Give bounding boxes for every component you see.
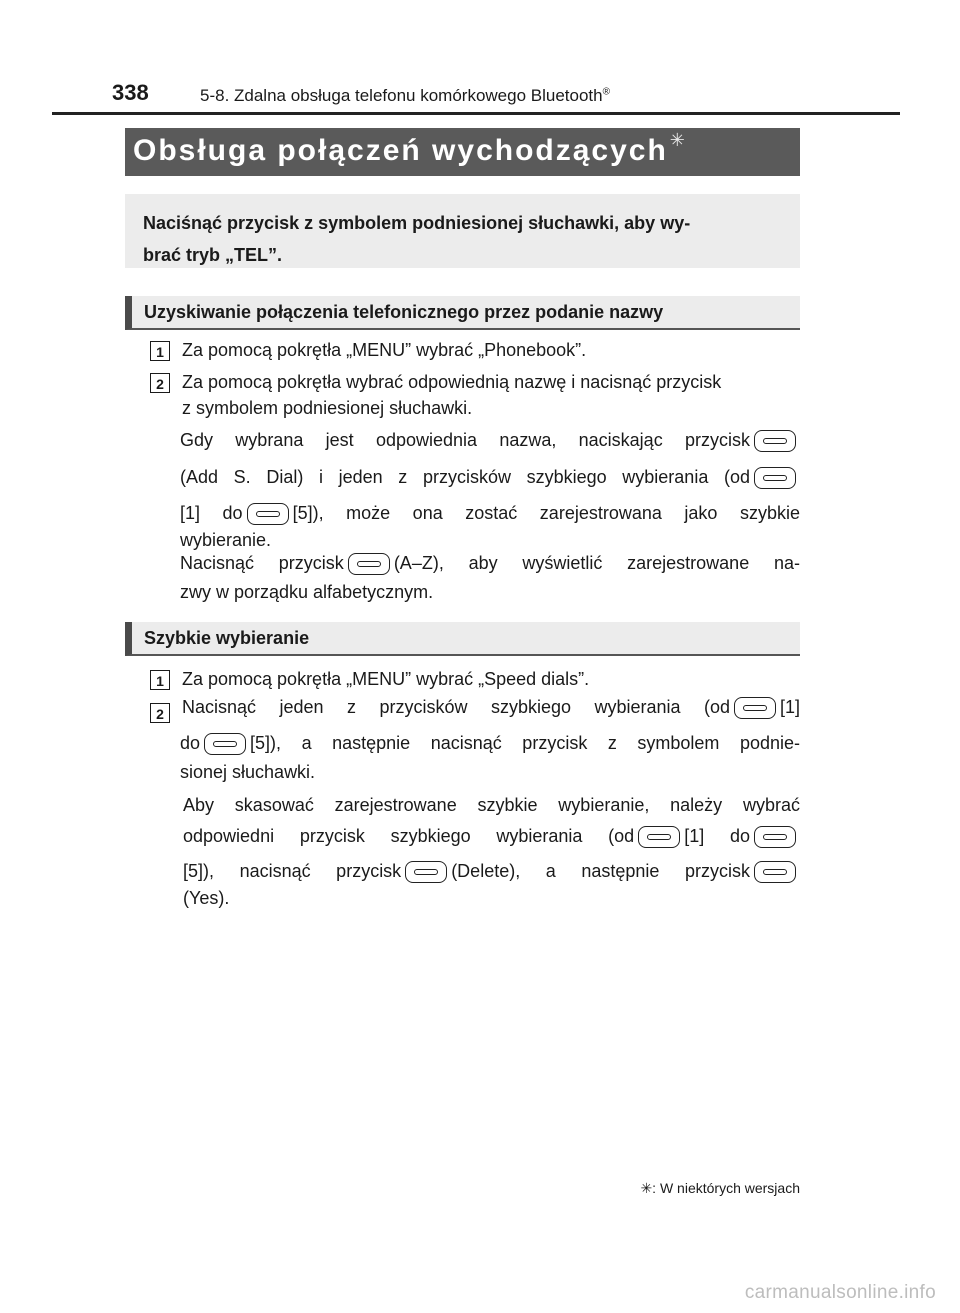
note-line: wybieranie. — [180, 530, 272, 550]
step-number: 1 — [150, 341, 170, 361]
page-number: 338 — [112, 80, 149, 105]
note-line: Gdy wybrana jest odpowiednia nazwa, naciskając przycisk — [180, 430, 800, 452]
section-heading-name-call: Uzyskiwanie połączenia telefonicznego przez podanie nazwy — [125, 296, 800, 330]
speed-dial-button-icon — [204, 733, 246, 755]
intro-line-2: brać tryb „TEL”. — [143, 245, 283, 265]
asterisk-icon: ✳ — [640, 1180, 653, 1196]
asterisk-icon: ✳ — [669, 130, 687, 150]
step-text: do [5]), a następnie nacisnąć przycisk z symbolem podnie- — [180, 733, 800, 755]
note-line: [5]), nacisnąć przycisk (Delete), a następnie przycisk — [183, 861, 800, 883]
note-line: [1] do [5]), może ona zostać zarejestrowana jako szybkie — [180, 503, 800, 525]
note-line: zwy w porządku alfabetycznym. — [180, 582, 434, 602]
step-text: z symbolem podniesionej słuchawki. — [182, 398, 473, 418]
step-text: Nacisnąć jeden z przycisków szybkiego wybierania (od [1] — [182, 697, 800, 719]
step-number: 2 — [150, 703, 170, 723]
running-header: 5-8. Zdalna obsługa telefonu komórkowego Bluetooth® — [200, 86, 610, 105]
footnote: ✳: W niektórych wersjach — [640, 1180, 800, 1196]
step-text: sionej słuchawki. — [180, 762, 316, 782]
speed-dial-button-icon — [247, 503, 289, 525]
intro-box — [125, 194, 800, 268]
step-text: Za pomocą pokrętła wybrać odpowiednią nazwę i nacisnąć przycisk — [182, 372, 722, 392]
step-number: 1 — [150, 670, 170, 690]
watermark: carmanualsonline.info — [744, 1282, 936, 1303]
section-heading-speed-dial: Szybkie wybieranie — [125, 622, 800, 656]
page-title: Obsługa połączeń wychodzących ✳ — [125, 128, 800, 176]
yes-button-icon — [754, 861, 796, 883]
note-line: Nacisnąć przycisk (A–Z), aby wyświetlić zarejestrowane na- — [180, 553, 800, 575]
step-text: Za pomocą pokrętła „MENU” wybrać „Speed dials”. — [182, 669, 590, 689]
step-number: 2 — [150, 373, 170, 393]
a-z-button-icon — [348, 553, 390, 575]
step-text: Za pomocą pokrętła „MENU” wybrać „Phonebook”. — [182, 340, 587, 360]
delete-button-icon — [405, 861, 447, 883]
note-line: odpowiedni przycisk szybkiego wybierania (od [1] do — [183, 826, 800, 848]
speed-dial-button-icon — [638, 826, 680, 848]
note-line: (Yes). — [183, 888, 230, 908]
note-line: Aby skasować zarejestrowane szybkie wybieranie, należy wybrać — [183, 795, 800, 815]
speed-dial-button-icon — [754, 467, 796, 489]
header-rule — [52, 112, 900, 115]
registered-mark: ® — [602, 86, 610, 98]
speed-dial-button-icon — [734, 697, 776, 719]
note-line: (Add S. Dial) i jeden z przycisków szybkiego wybierania (od — [180, 467, 800, 489]
intro-line-1: Naciśnąć przycisk z symbolem podniesionej słuchawki, aby wy- — [143, 213, 691, 233]
speed-dial-button-icon — [754, 826, 796, 848]
add-speed-dial-button-icon — [754, 430, 796, 452]
